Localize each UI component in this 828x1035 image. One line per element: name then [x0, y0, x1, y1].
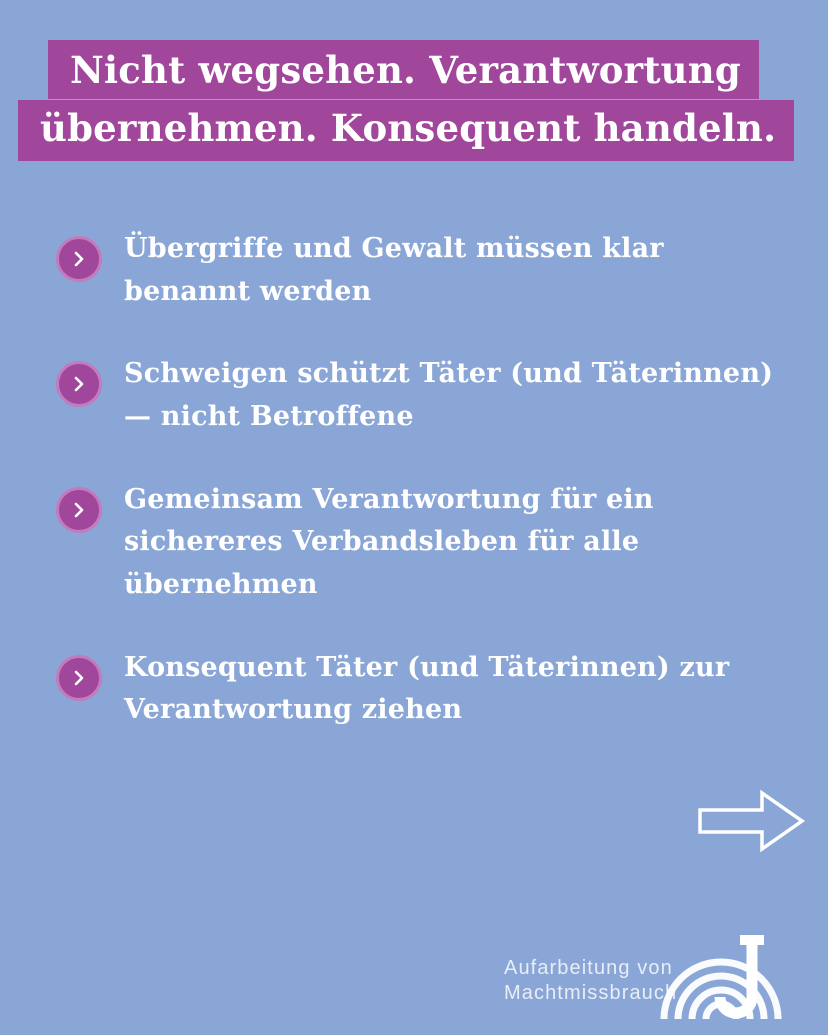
chevron-right-icon	[56, 361, 102, 407]
logo-text-line-1: Aufarbeitung von	[504, 956, 673, 979]
list-item	[56, 228, 786, 313]
bullet-list	[56, 228, 786, 772]
list-item-label: Übergriffe und Gewalt müssen klar benannt werden	[124, 233, 664, 307]
list-item-label: Konsequent Täter (und Täterinnen) zur Verantwortung ziehen	[124, 651, 730, 726]
page-title-line-2: übernehmen. Konsequent handeln.	[18, 100, 794, 161]
logo-text-line-2: Machtmissbrauch	[504, 982, 678, 1005]
page-title-line-1: Nicht wegsehen. Verantwortung	[48, 40, 759, 99]
logo	[504, 887, 804, 1027]
list-item	[56, 479, 786, 607]
rainbow-arc-logo-icon	[656, 897, 786, 1021]
list-item	[56, 353, 786, 438]
arrow-right-icon	[696, 788, 806, 854]
list-item	[56, 647, 786, 732]
list-item-label: Schweigen schützt Täter (und Täterinnen) — nicht Betroffene	[124, 358, 774, 432]
list-item-label: Gemeinsam Verantwortung für ein sichereres Verbandsleben für alle übernehmen	[124, 483, 654, 600]
page-title	[0, 40, 828, 161]
chevron-right-icon	[56, 487, 102, 533]
chevron-right-icon	[56, 655, 102, 701]
chevron-right-icon	[56, 236, 102, 282]
